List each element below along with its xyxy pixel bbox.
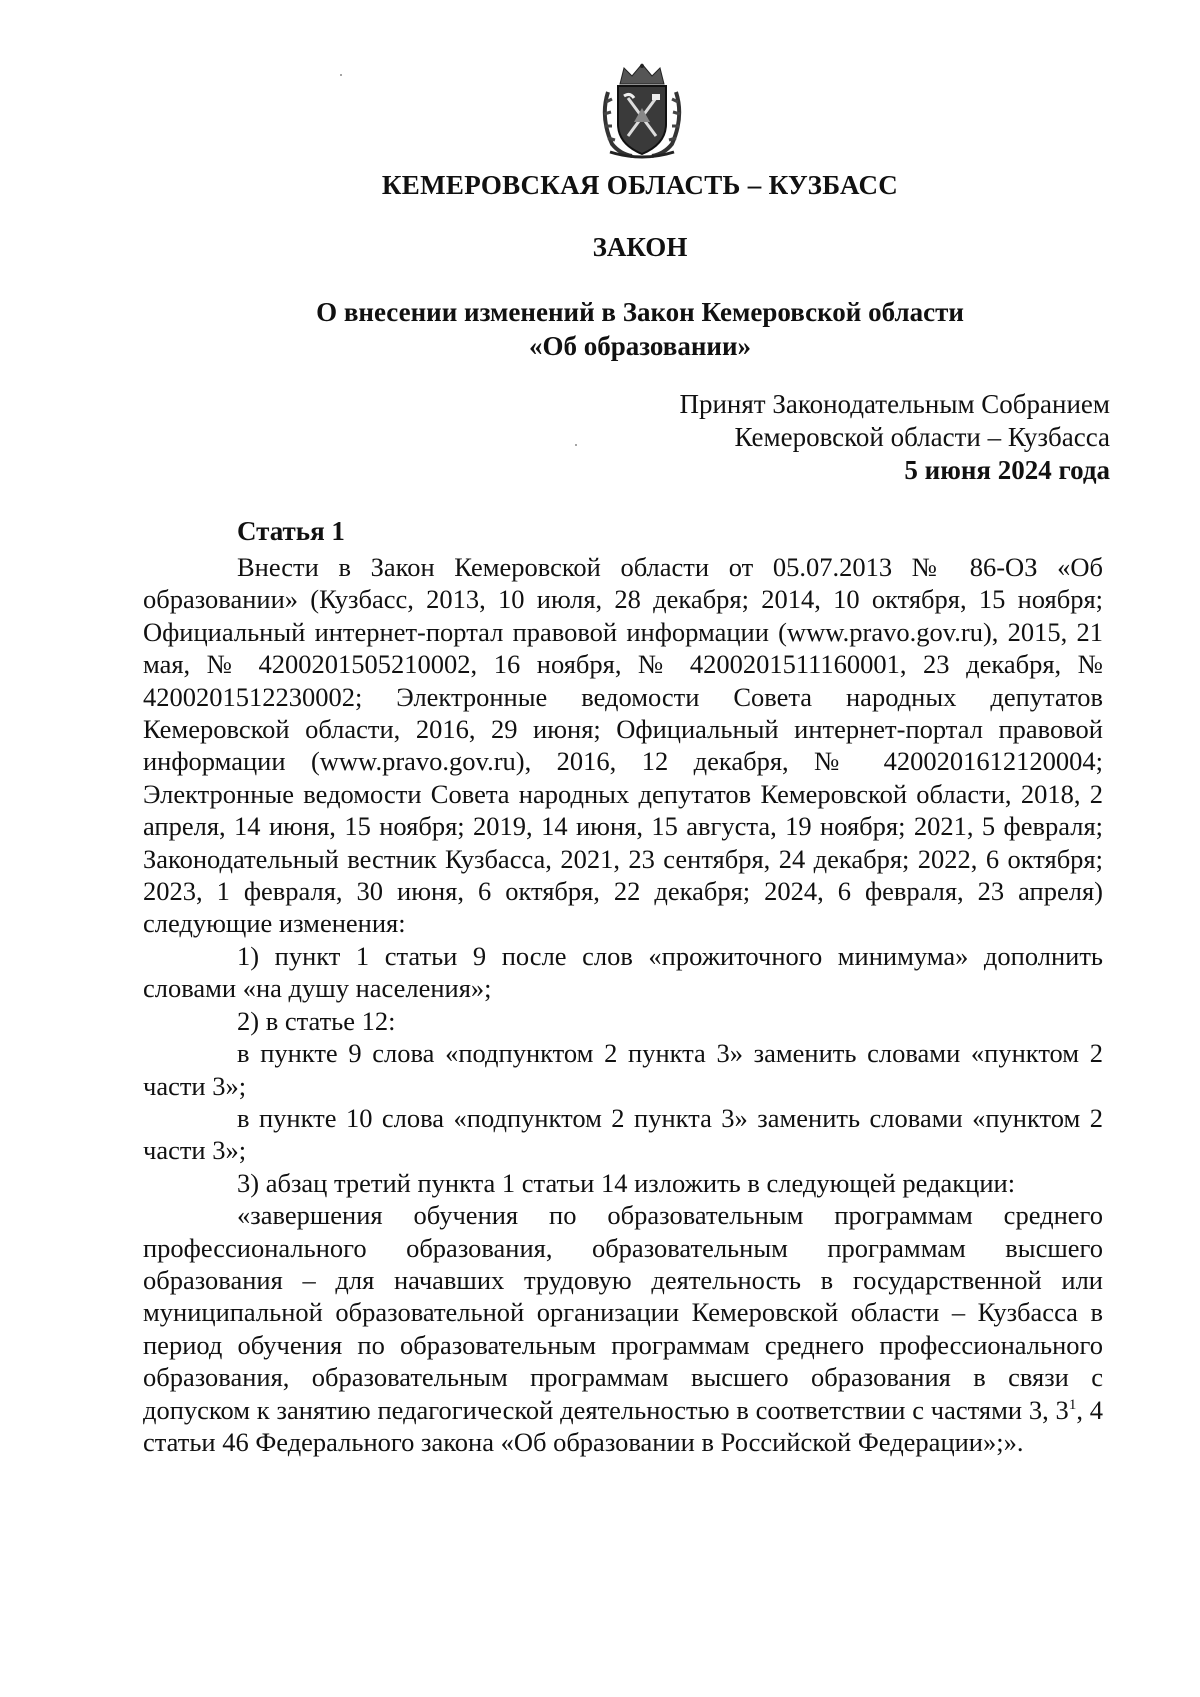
article-item-1: 1) пункт 1 статьи 9 после слов «прожиточного минимума» дополнить словами «на душу населения»; xyxy=(143,940,1103,1004)
article-item-2a: в пункте 9 слова «подпунктом 2 пункта 3» заменить словами «пунктом 2 части 3»; xyxy=(143,1038,1103,1101)
article-item-3: 3) абзац третий пункта 1 статьи 14 изложить в следующей редакции: xyxy=(237,1167,1016,1198)
article-item-2b: в пункте 10 слова «подпунктом 2 пункта 3» заменить словами «пунктом 2 части 3»; xyxy=(143,1102,1103,1166)
adoption-line-1: Принят Законодательным Собранием xyxy=(679,389,1110,419)
quote-text-start: «завершения обучения по образовательным программам среднего профессионального образования, образовательным программам высшего образования – для начавших трудовую деятельность в государственной или муниципальной образовательной организации Кемеровской области – Кузбасса в период обучения по образовательным программам среднего профессионального образования, образовательным программам высшего образования в связи с допуском к занятию педагогической деятельностью в соответствии с частями 3, 3 xyxy=(143,1200,1103,1425)
quote-superscript: 1 xyxy=(1068,1396,1077,1413)
adoption-date: 5 июня 2024 года xyxy=(904,455,1110,485)
region-heading: КЕМЕРОВСКАЯ ОБЛАСТЬ – КУЗБАСС xyxy=(381,170,899,200)
article-intro: Внести в Закон Кемеровской области от 05.07.2013 № 86-ОЗ «Об образовании» (Кузбасс, 2013, 10 июля, 28 декабря; 2014, 10 октября, 15 ноября; Официальный интернет-портал правовой информации (www.pravo.gov.ru), 2015, 21 мая, № 4200201505210002, 16 ноября, № 4200201511160001, 23 декабря, № 4200201512230002; Электронные ведомости Совета народных депутатов Кемеровской области, 2016, 29 июня; Официальный интернет-портал правовой информации (www.pravo.gov.ru), 2016, 12 декабря, № 4200201612120004; Электронные ведомости Совета народных депутатов Кемеровской области, 2018, 2 апреля, 14 июня, 15 ноября; 2019, 14 июня, 15 августа, 19 ноября; 2021, 5 февраля; Законодательный вестник Кузбасса, 2021, 23 сентября, 24 декабря; 2022, 6 октября; 2023, 1 февраля, 30 июня, 6 октября, 22 декабря; 2024, 6 февраля, 23 апреля) следующие изменения: xyxy=(143,552,1103,939)
adoption-line-2: Кемеровской области – Кузбасса xyxy=(734,422,1110,452)
coat-of-arms-icon xyxy=(598,62,686,160)
scan-speck xyxy=(575,444,577,446)
article-item-2: 2) в статье 12: xyxy=(237,1005,396,1036)
title-line-1: О внесении изменений в Закон Кемеровской области xyxy=(316,297,964,327)
scan-speck xyxy=(340,74,342,76)
document-title xyxy=(0,295,1200,363)
article-title: Статья 1 xyxy=(237,516,345,546)
adoption-block xyxy=(510,388,1110,487)
article-body xyxy=(143,551,1103,1458)
document-type: ЗАКОН xyxy=(592,232,688,262)
article-quote xyxy=(143,1199,1103,1458)
quote-text-end: , 4 статьи 46 Федерального закона «Об образовании в Российской Федерации»;». xyxy=(143,1394,1104,1457)
title-line-2: «Об образовании» xyxy=(528,331,752,361)
